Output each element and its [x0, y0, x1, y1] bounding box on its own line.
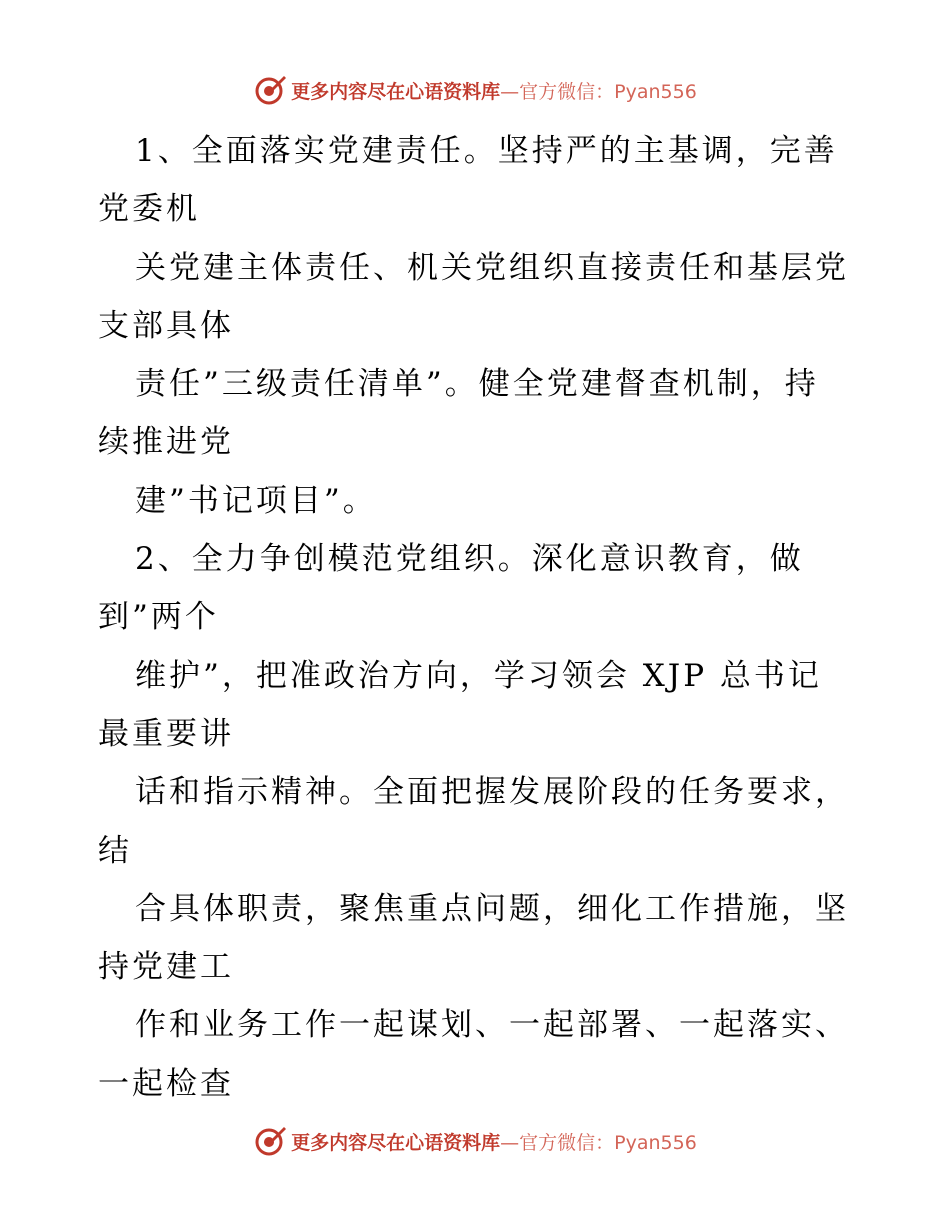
header-watermark	[0, 70, 950, 110]
text-line: 续推进党	[98, 424, 234, 461]
text-line: 合具体职责，聚焦重点问题，细化工作措施，坚	[135, 890, 849, 927]
text-line: 结	[98, 832, 132, 869]
text-line: 维护”，把准政治方向，学习领会 XJP 总书记	[135, 657, 822, 694]
text-line: 话和指示精神。全面把握发展阶段的任务要求，	[135, 774, 849, 811]
text-line: 到”两个	[98, 599, 219, 636]
watermark-contact: —官方微信：Pyan556	[500, 1131, 697, 1154]
watermark-brand: 更多内容尽在心语资料库	[291, 1131, 501, 1154]
text-line: 2、全力争创模范党组织。深化意识教育，做	[135, 541, 804, 578]
watermark-brand: 更多内容尽在心语资料库	[291, 80, 501, 103]
quill-seal-icon	[253, 73, 287, 107]
text-line: 建”书记项目”。	[135, 482, 377, 519]
text-line: 支部具体	[98, 307, 234, 344]
watermark-contact: —官方微信：Pyan556	[500, 80, 697, 103]
text-line: 1、全面落实党建责任。坚持严的主基调，完善	[135, 133, 838, 169]
text-line: 责任”三级责任清单”。健全党建督查机制，持	[135, 366, 819, 403]
text-line: 持党建工	[98, 949, 234, 986]
text-line: 作和业务工作一起谋划、一起部署、一起落实、	[135, 1007, 849, 1044]
text-line: 一起检查	[98, 1065, 234, 1102]
document-body	[98, 122, 858, 1113]
text-line: 党委机	[98, 191, 200, 228]
quill-seal-icon	[253, 1124, 287, 1158]
text-line: 关党建主体责任、机关党组织直接责任和基层党	[135, 249, 849, 286]
text-line: 最重要讲	[98, 715, 234, 752]
footer-watermark	[0, 1121, 950, 1161]
